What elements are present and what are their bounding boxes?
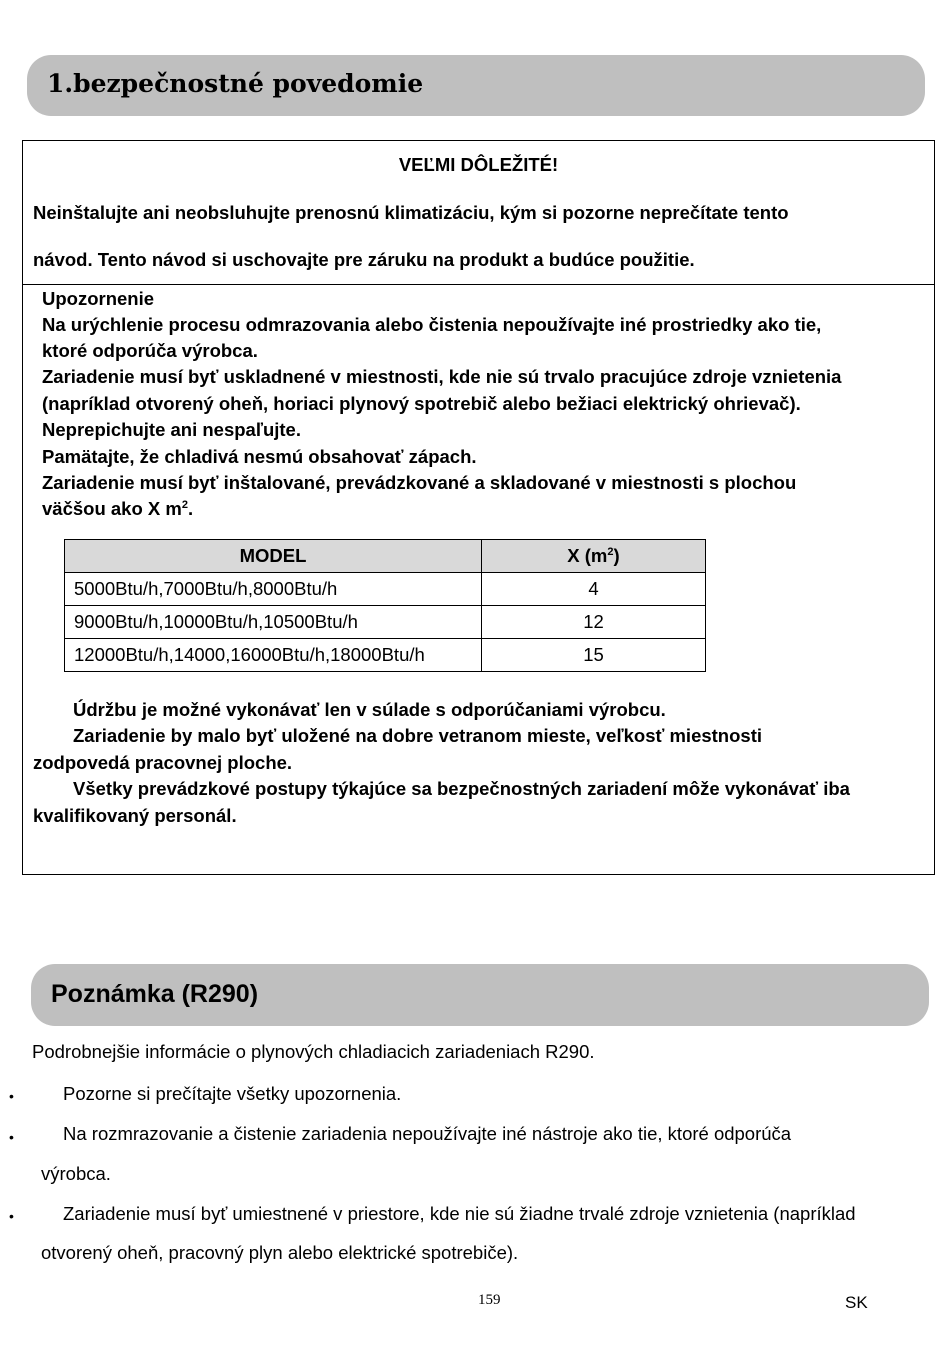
maintenance-line: Údržbu je možné vykonávať len v súlade s odporúčaniami výrobcu. — [73, 699, 666, 720]
table-cell-model: 9000Btu/h,10000Btu/h,10500Btu/h — [65, 606, 482, 639]
bullet-icon: • — [9, 1129, 14, 1145]
personnel-line: Všetky prevádzkové postupy týkajúce sa bezpečnostných zariadení môže vykonávať iba — [73, 778, 850, 799]
area-line-suffix: . — [187, 498, 194, 519]
caution-label: Upozornenie — [42, 288, 155, 309]
section-title-note: Poznámka (R290) — [51, 980, 259, 1008]
table-cell-area: 15 — [482, 639, 706, 672]
area-line-sup: 2 — [181, 498, 188, 511]
caution-line: Pamätajte, že chladivá nesmú obsahovať zápach. — [42, 446, 477, 467]
table-header-row — [65, 540, 706, 573]
warning-heading: VEĽMI DÔLEŽITÉ! — [398, 154, 559, 175]
caution-line: Zariadenie musí byť uskladnené v miestnosti, kde nie sú trvalo pracujúce zdroje vznietenia — [42, 366, 842, 387]
model-area-table — [64, 539, 706, 672]
table-header-model: MODEL — [65, 540, 482, 573]
bullet-icon: • — [9, 1208, 14, 1224]
header-area-suffix: ) — [613, 545, 620, 566]
bullet-icon: • — [9, 1088, 14, 1104]
bullet-item: Na rozmrazovanie a čistenie zariadenia nepoužívajte iné nástroje ako tie, ktoré odporúča — [63, 1123, 792, 1144]
table-cell-model: 5000Btu/h,7000Btu/h,8000Btu/h — [65, 573, 482, 606]
personnel-line: kvalifikovaný personál. — [33, 805, 237, 826]
caution-line: (napríklad otvorený oheň, horiaci plynový spotrebič alebo bežiaci elektrický ohrievač). — [42, 393, 801, 414]
bullet-item: Pozorne si prečítajte všetky upozornenia. — [63, 1083, 402, 1104]
bullet-item-continuation: otvorený oheň, pracovný plyn alebo elektrické spotrebiče). — [41, 1242, 519, 1263]
table-cell-model: 12000Btu/h,14000,16000Btu/h,18000Btu/h — [65, 639, 482, 672]
header-area-text: X (m — [567, 545, 608, 566]
storage-line: zodpovedá pracovnej ploche. — [33, 752, 293, 773]
header-area-sup: 2 — [607, 545, 614, 558]
area-line-text: väčšou ako X m — [42, 498, 182, 519]
warning-intro-line-2: návod. Tento návod si uschovajte pre záruku na produkt a budúce použitie. — [33, 249, 695, 270]
table-cell-area: 4 — [482, 573, 706, 606]
bullet-item-continuation: výrobca. — [41, 1163, 111, 1184]
section-banner-note — [31, 964, 929, 1026]
language-code: SK — [845, 1293, 868, 1312]
section-banner-safety — [27, 55, 925, 116]
warning-box — [22, 140, 935, 875]
section-title-safety: 1.bezpečnostné povedomie — [47, 69, 424, 98]
divider — [23, 284, 934, 285]
table-cell-area: 12 — [482, 606, 706, 639]
storage-line: Zariadenie by malo byť uložené na dobre vetranom mieste, veľkosť miestnosti — [73, 725, 762, 746]
table-row — [65, 573, 706, 606]
table-row — [65, 606, 706, 639]
note-intro: Podrobnejšie informácie o plynových chladiacich zariadeniach R290. — [32, 1041, 595, 1062]
caution-line: Na urýchlenie procesu odmrazovania alebo čistenia nepoužívajte iné prostriedky ako tie, — [42, 314, 822, 335]
page-number: 159 — [478, 1292, 501, 1308]
bullet-item: Zariadenie musí byť umiestnené v priestore, kde nie sú žiadne trvalé zdroje vznietenia (napríklad — [63, 1203, 856, 1224]
table-row — [65, 639, 706, 672]
caution-line: Zariadenie musí byť inštalované, prevádzkované a skladované v miestnosti s plochou — [42, 472, 797, 493]
caution-line: Neprepichujte ani nespaľujte. — [42, 419, 301, 440]
warning-intro-line-1: Neinštalujte ani neobsluhujte prenosnú klimatizáciu, kým si pozorne neprečítate tento — [33, 202, 789, 223]
table-header-area — [482, 540, 706, 573]
caution-line-area — [42, 498, 193, 520]
caution-line: ktoré odporúča výrobca. — [42, 340, 258, 361]
